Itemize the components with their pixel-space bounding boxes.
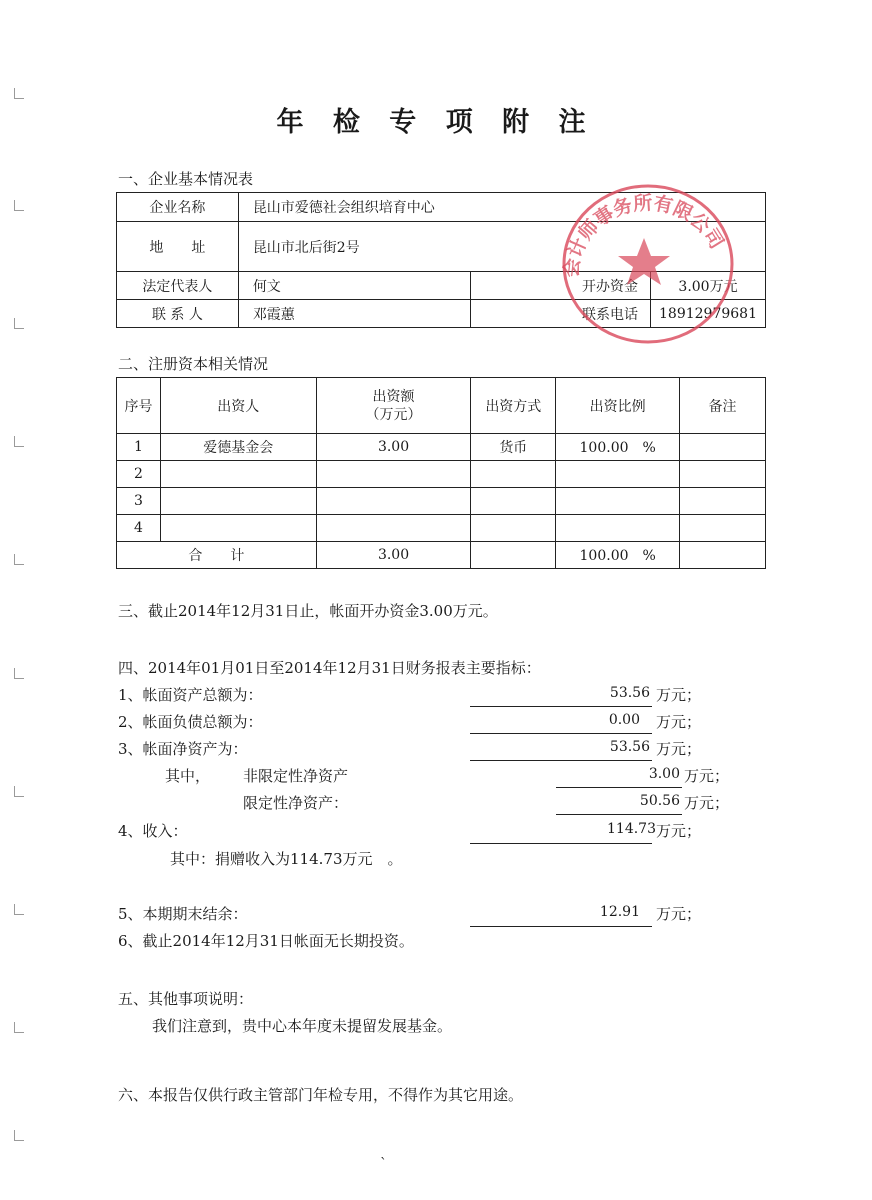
header-method: 出资方式 [471,378,556,434]
label-name: 企业名称 [117,193,239,222]
total-remark [680,542,766,569]
binder-mark [14,668,15,678]
balance-unit: 万元； [656,905,702,923]
income-unit: 万元； [656,822,702,840]
seal-text: 会计师事务所有限公司 [560,192,728,279]
binder-mark [14,318,15,328]
cell-investor [160,488,316,515]
header-remark: 备注 [680,378,766,434]
value-name: 昆山市爱德社会组织培育中心 [238,193,765,222]
total-ratio: 100.00 % [556,542,680,569]
label-contact: 联 系 人 [117,300,239,328]
section4-heading: 四、2014年01月01日至2014年12月31日财务报表主要指标： [118,659,541,677]
header-no: 序号 [117,378,161,434]
cell-no: 1 [117,434,161,461]
cell-investor [160,461,316,488]
balance-value: 12.91 [599,904,640,920]
cell-no: 4 [117,515,161,542]
cell-ratio: 100.00 % [556,434,680,461]
cell-no: 3 [117,488,161,515]
assets-value: 53.56 [609,685,650,701]
underline [470,733,652,734]
value-contact: 邓霞蕙 [238,300,471,328]
assets-label: 1、帐面资产总额为： [118,686,263,704]
binder-mark [14,904,15,914]
cell-remark [680,434,766,461]
value-legal-rep: 何文 [238,272,471,300]
liab-unit: 万元； [656,713,702,731]
underline [470,843,652,844]
cell-amount [316,515,471,542]
label-address: 地 址 [117,222,239,272]
cell-investor [160,515,316,542]
income-value: 114.73 [607,821,656,837]
label-phone: 联系电话 [471,300,651,328]
binder-mark [14,200,15,210]
binder-mark [14,1022,15,1032]
liab-label: 2、帐面负债总额为： [118,713,263,731]
net-label: 3、帐面净资产为： [118,740,248,758]
of-which-label: 其中， [165,767,211,785]
value-capital: 3.00万元 [651,272,766,300]
unrestricted-unit: 万元； [684,767,730,785]
net-unit: 万元； [656,740,702,758]
section5-text: 我们注意到，贵中心本年度未提留发展基金。 [152,1017,453,1035]
cell-investor: 爱德基金会 [160,434,316,461]
section6-text: 六、本报告仅供行政主管部门年检专用，不得作为其它用途。 [118,1086,524,1104]
cell-remark [680,488,766,515]
binder-mark [14,88,15,98]
company-seal-stamp [556,178,736,348]
cell-amount: 3.00 [316,434,471,461]
restricted-value: 50.56 [639,793,680,809]
donation-note: 其中：捐赠收入为114.73万元 。 [170,850,403,868]
total-method [471,542,556,569]
liab-value: 0.00 [608,712,640,728]
total-label: 合 计 [117,542,317,569]
cell-amount [316,488,471,515]
cell-method [471,488,556,515]
binder-mark [14,554,15,564]
binder-mark [14,678,24,679]
section5-heading: 五、其他事项说明： [118,990,254,1008]
section1-heading: 一、企业基本情况表 [118,170,254,188]
cell-no: 2 [117,461,161,488]
binder-mark [14,1140,24,1141]
binder-mark [14,1130,15,1140]
table-row [117,488,766,515]
header-investor: 出资人 [160,378,316,434]
section3-text: 三、截止2014年12月31日止，帐面开办资金3.00万元。 [118,602,498,620]
balance-label: 5、本期期末结余： [118,905,248,923]
underline [470,926,652,927]
unrestricted-value: 3.00 [648,766,680,782]
header-amount: 出资额 （万元） [316,378,471,434]
value-phone: 18912979681 [651,300,766,328]
binder-mark [14,1032,24,1033]
cell-method [471,515,556,542]
table-row [117,461,766,488]
label-capital: 开办资金 [471,272,651,300]
underline [470,760,652,761]
label-legal-rep: 法定代表人 [117,272,239,300]
binder-mark [14,328,24,329]
cell-remark [680,515,766,542]
binder-mark [14,98,24,99]
value-address: 昆山市北后街2号 [238,222,765,272]
longterm-text: 6、截止2014年12月31日帐面无长期投资。 [118,932,414,950]
underline [470,706,652,707]
underline [556,814,682,815]
header-ratio: 出资比例 [556,378,680,434]
page-title: 年 检 专 项 附 注 [276,107,596,138]
page-dot: ˋ [380,1156,387,1172]
cell-method [471,461,556,488]
binder-mark [14,786,15,796]
binder-mark [14,914,24,915]
assets-unit: 万元； [656,686,702,704]
section2-heading: 二、注册资本相关情况 [118,355,269,373]
binder-mark [14,446,24,447]
binder-mark [14,436,15,446]
cell-remark [680,461,766,488]
cell-ratio [556,461,680,488]
total-row [117,542,766,569]
binder-mark [14,796,24,797]
binder-mark [14,564,24,565]
restricted-unit: 万元； [684,794,730,812]
table-row [117,434,766,461]
underline [556,787,682,788]
capital-table [116,377,766,569]
net-value: 53.56 [609,739,650,755]
cell-ratio [556,515,680,542]
table-row [117,515,766,542]
cell-method: 货币 [471,434,556,461]
total-amount: 3.00 [316,542,471,569]
unrestricted-label: 非限定性净资产 [243,767,349,785]
cell-ratio [556,488,680,515]
cell-amount [316,461,471,488]
income-label: 4、收入： [118,822,188,840]
binder-mark [14,210,24,211]
seal-star-icon [618,238,670,285]
restricted-label: 限定性净资产： [243,794,349,812]
